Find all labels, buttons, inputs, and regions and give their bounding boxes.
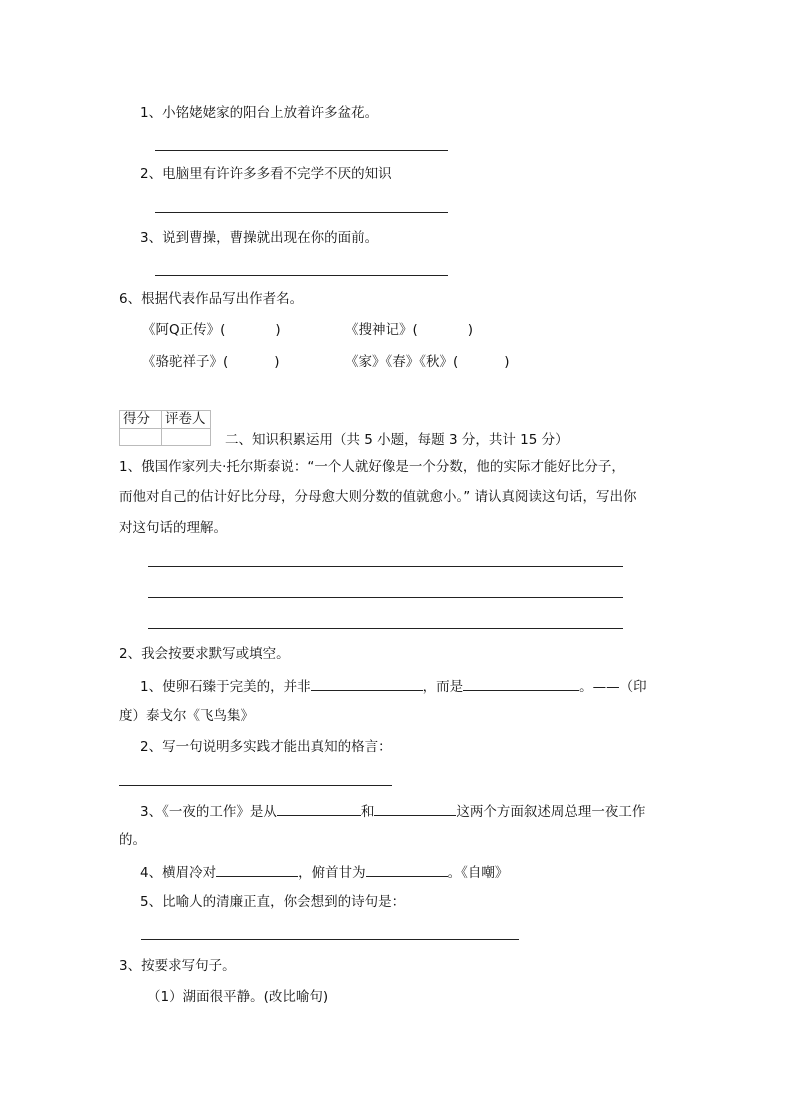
q3-intro: 3、按要求写句子。: [119, 958, 236, 974]
score-label: 得分: [123, 411, 150, 427]
q2-sub-1-source: 度）泰戈尔《飞鸟集》: [119, 708, 254, 724]
answer-line[interactable]: [148, 597, 623, 598]
fill-blank[interactable]: [366, 862, 448, 877]
q2-sub-1: 1、使卵石臻于完美的，并非 ，而是 。——（印: [140, 676, 647, 696]
score-table: [119, 410, 211, 446]
work-3: 《骆驼祥子》( ): [142, 354, 280, 370]
work-2: 《搜神记》( ): [345, 322, 474, 338]
q2-sub-5: 5、比喻人的清廉正直，你会想到的诗句是：: [140, 894, 406, 910]
item-2-text: 2、电脑里有许许多多看不完学不厌的知识: [140, 166, 392, 182]
answer-line[interactable]: [155, 150, 448, 151]
fill-blank[interactable]: [311, 676, 423, 691]
q2-sub-2: 2、写一句说明多实践才能出真知的格言：: [140, 739, 392, 755]
answer-line[interactable]: [141, 939, 519, 940]
question-6: 6、根据代表作品写出作者名。: [119, 291, 304, 307]
q3-sub-1: （1）湖面很平静。(改比喻句): [147, 989, 329, 1005]
work-1: 《阿Q正传》( ): [142, 322, 281, 338]
answer-line[interactable]: [155, 275, 448, 276]
work-4: 《家》《春》《秋》( ): [345, 354, 510, 370]
q1-line-1: 1、俄国作家列夫·托尔斯泰说：“一个人就好像是一个分数，他的实际才能好比分子，: [119, 459, 625, 475]
q1-line-3: 对这句话的理解。: [119, 520, 227, 536]
q2-intro: 2、我会按要求默写或填空。: [119, 646, 290, 662]
fill-blank[interactable]: [374, 801, 456, 816]
score-table-divider: [119, 428, 211, 429]
item-1-text: 1、小铭姥姥家的阳台上放着许多盆花。: [140, 105, 379, 121]
answer-line[interactable]: [148, 628, 623, 629]
answer-line[interactable]: [148, 566, 623, 567]
fill-blank[interactable]: [277, 801, 361, 816]
item-3-text: 3、说到曹操，曹操就出现在你的面前。: [140, 230, 379, 246]
fill-blank[interactable]: [216, 862, 298, 877]
answer-line[interactable]: [119, 785, 392, 786]
grader-label: 评卷人: [165, 411, 206, 427]
q1-line-2: 而他对自己的估计好比分母，分母愈大则分数的值就愈小。” 请认真阅读这句话，写出你: [119, 489, 637, 505]
q2-sub-3: 3、《一夜的工作》是从 和 这两个方面叙述周总理一夜工作: [140, 801, 645, 821]
answer-line[interactable]: [155, 212, 448, 213]
q2-sub-3-end: 的。: [119, 832, 146, 848]
fill-blank[interactable]: [463, 676, 579, 691]
part2-heading: 二、知识积累运用（共 5 小题，每题 3 分，共计 15 分）: [225, 432, 569, 448]
q2-sub-4: 4、横眉冷对 ，俯首甘为 。《自嘲》: [140, 862, 508, 882]
